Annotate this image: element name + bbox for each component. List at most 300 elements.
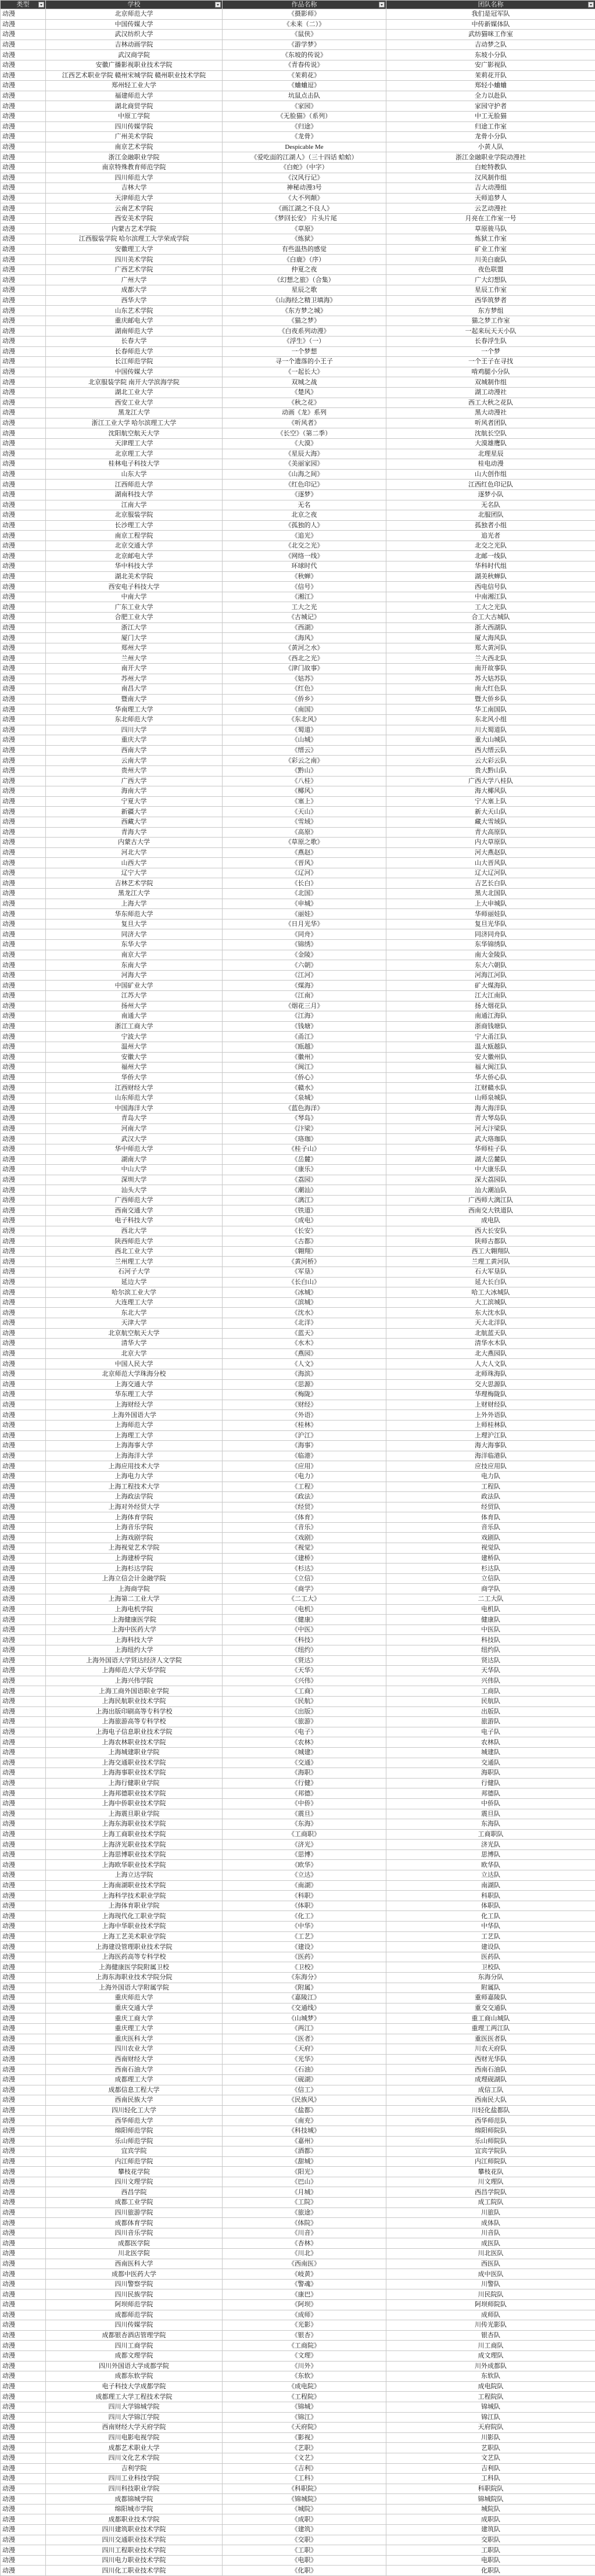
cell-school[interactable]: 阿坝师范学院 bbox=[46, 2300, 223, 2310]
cell-work-title[interactable]: 《红色》 bbox=[223, 684, 386, 695]
cell-team-name[interactable]: 深大荔园队 bbox=[386, 1175, 595, 1185]
cell-work-title[interactable]: 《燕园》 bbox=[223, 1348, 386, 1359]
cell-team-name[interactable]: 科职院队 bbox=[386, 2484, 595, 2494]
cell-school[interactable]: 成都信息工程大学 bbox=[46, 2085, 223, 2095]
cell-team-name[interactable]: 延大长白队 bbox=[386, 1277, 595, 1287]
cell-type[interactable]: 动漫 bbox=[1, 2494, 46, 2505]
cell-school[interactable]: 云南大学 bbox=[46, 756, 223, 766]
cell-work-title[interactable]: 《塞上》 bbox=[223, 796, 386, 807]
cell-type[interactable]: 动漫 bbox=[1, 2463, 46, 2474]
cell-work-title[interactable]: 《白夜系列动漫》 bbox=[223, 326, 386, 337]
cell-team-name[interactable]: 成理砚湖队 bbox=[386, 2074, 595, 2085]
cell-work-title[interactable]: 《未来（二）》 bbox=[223, 19, 386, 30]
cell-type[interactable]: 动漫 bbox=[1, 438, 46, 449]
cell-work-title[interactable]: 《古城记》 bbox=[223, 613, 386, 623]
cell-type[interactable]: 动漫 bbox=[1, 142, 46, 152]
cell-work-title[interactable]: 《卫校》 bbox=[223, 1962, 386, 1973]
cell-type[interactable]: 动漫 bbox=[1, 807, 46, 817]
cell-school[interactable]: 华中科技大学 bbox=[46, 561, 223, 572]
cell-work-title[interactable]: 《农林》 bbox=[223, 1737, 386, 1748]
cell-type[interactable]: 动漫 bbox=[1, 2402, 46, 2412]
cell-school[interactable]: 四川农业大学 bbox=[46, 2044, 223, 2055]
cell-type[interactable]: 动漫 bbox=[1, 1114, 46, 1124]
cell-work-title[interactable]: 《青春传说》 bbox=[223, 60, 386, 70]
cell-school[interactable]: 上海纽约大学 bbox=[46, 1645, 223, 1656]
cell-work-title[interactable]: 《家园》 bbox=[223, 101, 386, 112]
cell-team-name[interactable]: 济光队 bbox=[386, 1840, 595, 1850]
cell-work-title[interactable]: 《大漠》 bbox=[223, 438, 386, 449]
cell-team-name[interactable]: 内大草原队 bbox=[386, 838, 595, 848]
cell-type[interactable]: 动漫 bbox=[1, 1696, 46, 1706]
cell-team-name[interactable]: 工艺队 bbox=[386, 1931, 595, 1942]
cell-school[interactable]: 山东艺术学院 bbox=[46, 306, 223, 316]
cell-school[interactable]: 郑州大学 bbox=[46, 643, 223, 653]
cell-team-name[interactable]: 重医医者队 bbox=[386, 2034, 595, 2044]
cell-team-name[interactable]: 东大六朝队 bbox=[386, 960, 595, 971]
cell-type[interactable]: 动漫 bbox=[1, 1042, 46, 1052]
cell-work-title[interactable]: 《银杏》 bbox=[223, 2330, 386, 2341]
cell-school[interactable]: 湖南大学 bbox=[46, 1154, 223, 1165]
cell-type[interactable]: 动漫 bbox=[1, 2269, 46, 2280]
cell-school[interactable]: 合肥工业大学 bbox=[46, 613, 223, 623]
cell-team-name[interactable]: 华师桂子队 bbox=[386, 1144, 595, 1154]
cell-team-name[interactable]: 电子队 bbox=[386, 1727, 595, 1737]
cell-school[interactable]: 重庆工商大学 bbox=[46, 2013, 223, 2024]
cell-work-title[interactable]: 《视觉》 bbox=[223, 1543, 386, 1554]
cell-team-name[interactable]: 卫校队 bbox=[386, 1962, 595, 1973]
cell-school[interactable]: 成都职业技术学院 bbox=[46, 2514, 223, 2525]
cell-team-name[interactable]: 东北风小组 bbox=[386, 714, 595, 725]
cell-work-title[interactable]: 《彩云之南》 bbox=[223, 756, 386, 766]
cell-type[interactable]: 动漫 bbox=[1, 1308, 46, 1318]
cell-team-name[interactable]: 工商职队 bbox=[386, 1829, 595, 1840]
cell-team-name[interactable]: 矿大煤海队 bbox=[386, 981, 595, 991]
cell-work-title[interactable]: 《东海分》 bbox=[223, 1973, 386, 1983]
cell-school[interactable]: 成都理工大学 bbox=[46, 2074, 223, 2085]
cell-team-name[interactable]: 我们是冠军队 bbox=[386, 9, 595, 20]
cell-team-name[interactable]: 南大红色队 bbox=[386, 684, 595, 695]
cell-work-title[interactable]: 《丽娃》 bbox=[223, 909, 386, 920]
cell-school[interactable]: 长春师范大学 bbox=[46, 346, 223, 357]
cell-work-title[interactable]: 《晋风》 bbox=[223, 858, 386, 868]
cell-team-name[interactable]: 华大侨心队 bbox=[386, 1072, 595, 1083]
cell-work-title[interactable]: 《姑苏》 bbox=[223, 674, 386, 684]
cell-team-name[interactable]: 白蛇特教队 bbox=[386, 162, 595, 173]
cell-team-name[interactable]: 龙骨小分队 bbox=[386, 132, 595, 142]
cell-school[interactable]: 中国海洋大学 bbox=[46, 1103, 223, 1114]
cell-team-name[interactable]: 成信工队 bbox=[386, 2085, 595, 2095]
cell-team-name[interactable]: 电机队 bbox=[386, 1604, 595, 1615]
cell-work-title[interactable]: 《欧华》 bbox=[223, 1860, 386, 1870]
cell-school[interactable]: 上海理工大学 bbox=[46, 1430, 223, 1441]
cell-type[interactable]: 动漫 bbox=[1, 1676, 46, 1686]
cell-type[interactable]: 动漫 bbox=[1, 357, 46, 367]
cell-type[interactable]: 动漫 bbox=[1, 1277, 46, 1287]
cell-type[interactable]: 动漫 bbox=[1, 1216, 46, 1226]
cell-school[interactable]: 四川民族学院 bbox=[46, 2289, 223, 2300]
cell-type[interactable]: 动漫 bbox=[1, 183, 46, 194]
cell-school[interactable]: 南京特殊教育师范学院 bbox=[46, 162, 223, 173]
cell-school[interactable]: 四川美术学院 bbox=[46, 255, 223, 265]
cell-type[interactable]: 动漫 bbox=[1, 1891, 46, 1901]
cell-team-name[interactable]: 邦德队 bbox=[386, 1788, 595, 1799]
cell-work-title[interactable]: 《政法》 bbox=[223, 1492, 386, 1502]
cell-work-title[interactable]: 《艺职》 bbox=[223, 2443, 386, 2453]
cell-work-title[interactable]: 《经贸》 bbox=[223, 1502, 386, 1512]
cell-school[interactable]: 四川建筑职业技术学院 bbox=[46, 2525, 223, 2535]
cell-type[interactable]: 动漫 bbox=[1, 1124, 46, 1134]
cell-school[interactable]: 扬州大学 bbox=[46, 1001, 223, 1011]
cell-school[interactable]: 宁波大学 bbox=[46, 1032, 223, 1042]
cell-school[interactable]: 上海东海职业技术学院分院 bbox=[46, 1973, 223, 1983]
cell-type[interactable]: 动漫 bbox=[1, 582, 46, 592]
cell-work-title[interactable]: 《甬江》 bbox=[223, 1032, 386, 1042]
cell-type[interactable]: 动漫 bbox=[1, 1441, 46, 1451]
cell-school[interactable]: 上海农林职业技术学院 bbox=[46, 1737, 223, 1748]
cell-school[interactable]: 沈阳航空航天大学 bbox=[46, 428, 223, 439]
cell-team-name[interactable]: 宁大甬江队 bbox=[386, 1032, 595, 1042]
cell-team-name[interactable]: 商学队 bbox=[386, 1584, 595, 1594]
cell-work-title[interactable]: 《铁道》 bbox=[223, 1205, 386, 1216]
cell-type[interactable]: 动漫 bbox=[1, 70, 46, 81]
cell-school[interactable]: 安徽理工大学 bbox=[46, 244, 223, 255]
cell-school[interactable]: 上海海洋大学 bbox=[46, 1451, 223, 1461]
cell-school[interactable]: 上海旅游高等专科学校 bbox=[46, 1717, 223, 1727]
cell-team-name[interactable]: 交职队 bbox=[386, 2535, 595, 2545]
cell-work-title[interactable]: 《行健》 bbox=[223, 1778, 386, 1788]
cell-work-title[interactable]: 《东北风》 bbox=[223, 714, 386, 725]
cell-type[interactable]: 动漫 bbox=[1, 1819, 46, 1830]
cell-work-title[interactable]: 《西湖》 bbox=[223, 622, 386, 633]
cell-work-title[interactable]: 《潮汕》 bbox=[223, 1185, 386, 1196]
cell-work-title[interactable]: 《桂林》 bbox=[223, 1420, 386, 1430]
cell-type[interactable]: 动漫 bbox=[1, 285, 46, 296]
cell-type[interactable]: 动漫 bbox=[1, 796, 46, 807]
cell-school[interactable]: 北京服装学院 bbox=[46, 510, 223, 521]
cell-team-name[interactable]: 西医队 bbox=[386, 2259, 595, 2269]
cell-type[interactable]: 动漫 bbox=[1, 1400, 46, 1410]
cell-type[interactable]: 动漫 bbox=[1, 510, 46, 521]
cell-work-title[interactable]: 《兴伟》 bbox=[223, 1676, 386, 1686]
cell-type[interactable]: 动漫 bbox=[1, 2341, 46, 2351]
cell-team-name[interactable]: 海职队 bbox=[386, 1768, 595, 1779]
cell-team-name[interactable]: 上外外语队 bbox=[386, 1410, 595, 1421]
cell-work-title[interactable]: 《砚湖》 bbox=[223, 2074, 386, 2085]
cell-school[interactable]: 四川电影电视学院 bbox=[46, 2432, 223, 2443]
cell-work-title[interactable]: 《科职院》 bbox=[223, 2484, 386, 2494]
cell-type[interactable]: 动漫 bbox=[1, 1032, 46, 1042]
cell-type[interactable]: 动漫 bbox=[1, 1901, 46, 1911]
cell-school[interactable]: 上海体育学院 bbox=[46, 1512, 223, 1523]
cell-school[interactable]: 重庆邮电大学 bbox=[46, 316, 223, 326]
cell-type[interactable]: 动漫 bbox=[1, 91, 46, 101]
cell-work-title[interactable]: 北京之夜 bbox=[223, 510, 386, 521]
cell-type[interactable]: 动漫 bbox=[1, 418, 46, 428]
cell-school[interactable]: 四川工商学院 bbox=[46, 2341, 223, 2351]
cell-team-name[interactable]: 南开故事队 bbox=[386, 664, 595, 674]
cell-type[interactable]: 动漫 bbox=[1, 571, 46, 582]
cell-type[interactable]: 动漫 bbox=[1, 1727, 46, 1737]
cell-type[interactable]: 动漫 bbox=[1, 2484, 46, 2494]
cell-work-title[interactable]: 《楚风》 bbox=[223, 387, 386, 398]
cell-work-title[interactable]: 《龙骨》 bbox=[223, 132, 386, 142]
cell-team-name[interactable]: 西大缙云队 bbox=[386, 745, 595, 756]
cell-team-name[interactable]: 郑大黄河队 bbox=[386, 643, 595, 653]
cell-school[interactable]: 四川音乐学院 bbox=[46, 2228, 223, 2238]
cell-type[interactable]: 动漫 bbox=[1, 1482, 46, 1492]
cell-school[interactable]: 上海行健职业学院 bbox=[46, 1778, 223, 1788]
cell-team-name[interactable]: 陕师古都队 bbox=[386, 1236, 595, 1247]
cell-type[interactable]: 动漫 bbox=[1, 1062, 46, 1073]
cell-work-title[interactable]: 《天华》 bbox=[223, 1666, 386, 1676]
cell-work-title[interactable]: 《交通》 bbox=[223, 1758, 386, 1768]
cell-school[interactable]: 中国矿业大学 bbox=[46, 981, 223, 991]
cell-work-title[interactable]: 《科职》 bbox=[223, 1891, 386, 1901]
cell-team-name[interactable]: 夜色联盟 bbox=[386, 264, 595, 275]
cell-type[interactable]: 动漫 bbox=[1, 1369, 46, 1379]
cell-team-name[interactable]: 震旦队 bbox=[386, 1809, 595, 1819]
cell-team-name[interactable]: 成职队 bbox=[386, 2514, 595, 2525]
cell-work-title[interactable]: 《电力》 bbox=[223, 1471, 386, 1482]
cell-work-title[interactable]: 《体院》 bbox=[223, 2218, 386, 2228]
cell-school[interactable]: 四川传媒学院 bbox=[46, 121, 223, 132]
cell-type[interactable]: 动漫 bbox=[1, 1983, 46, 1993]
cell-school[interactable]: 四川传媒学院 bbox=[46, 2320, 223, 2331]
cell-school[interactable]: 中国人民大学 bbox=[46, 1359, 223, 1369]
cell-type[interactable]: 动漫 bbox=[1, 19, 46, 30]
cell-type[interactable]: 动漫 bbox=[1, 1931, 46, 1942]
cell-type[interactable]: 动漫 bbox=[1, 1573, 46, 1584]
cell-work-title[interactable]: 《工商》 bbox=[223, 1686, 386, 1697]
cell-team-name[interactable]: 川轻化盐都队 bbox=[386, 2105, 595, 2116]
cell-team-name[interactable]: 工程院队 bbox=[386, 2392, 595, 2402]
cell-team-name[interactable]: 文艺队 bbox=[386, 2453, 595, 2463]
cell-team-name[interactable]: 湖工动漫社 bbox=[386, 387, 595, 398]
filter-dropdown-icon[interactable] bbox=[588, 2, 594, 8]
cell-school[interactable]: 成都医学院 bbox=[46, 2238, 223, 2249]
cell-school[interactable]: 华中师范大学 bbox=[46, 1144, 223, 1154]
cell-team-name[interactable]: 听风者团队 bbox=[386, 418, 595, 428]
cell-team-name[interactable]: 电职队 bbox=[386, 2555, 595, 2566]
cell-team-name[interactable]: 川影队 bbox=[386, 2432, 595, 2443]
cell-type[interactable]: 动漫 bbox=[1, 735, 46, 746]
cell-team-name[interactable]: 孤独者小组 bbox=[386, 520, 595, 531]
cell-work-title[interactable]: 《岐黄》 bbox=[223, 2269, 386, 2280]
cell-work-title[interactable]: 《长空》（第二季） bbox=[223, 428, 386, 439]
cell-work-title[interactable]: 《江海》 bbox=[223, 1011, 386, 1022]
cell-work-title[interactable]: 《出版》 bbox=[223, 1706, 386, 1717]
cell-type[interactable]: 动漫 bbox=[1, 2003, 46, 2013]
cell-school[interactable]: 浙江工业大学 哈尔滨理工大学 bbox=[46, 418, 223, 428]
cell-work-title[interactable]: 《游学梦》 bbox=[223, 40, 386, 50]
cell-work-title[interactable]: 《化职》 bbox=[223, 2566, 386, 2576]
cell-team-name[interactable]: 成医队 bbox=[386, 2238, 595, 2249]
cell-work-title[interactable]: 《贤达》 bbox=[223, 1655, 386, 1666]
cell-school[interactable]: 四川大学 bbox=[46, 725, 223, 735]
cell-work-title[interactable]: 《纽约》 bbox=[223, 1645, 386, 1656]
cell-school[interactable]: 浙江金融职业学院 bbox=[46, 152, 223, 163]
cell-school[interactable]: 成都文理学院 bbox=[46, 2350, 223, 2361]
cell-type[interactable]: 动漫 bbox=[1, 2453, 46, 2463]
cell-type[interactable]: 动漫 bbox=[1, 275, 46, 285]
cell-work-title[interactable]: 《山城》 bbox=[223, 735, 386, 746]
cell-team-name[interactable]: 重师嘉陵队 bbox=[386, 1993, 595, 2003]
cell-school[interactable]: 长春大学 bbox=[46, 337, 223, 347]
cell-type[interactable]: 动漫 bbox=[1, 2423, 46, 2433]
cell-work-title[interactable]: 《盐都》 bbox=[223, 2105, 386, 2116]
cell-work-title[interactable]: 《甜城》 bbox=[223, 2156, 386, 2167]
cell-type[interactable]: 动漫 bbox=[1, 1410, 46, 1421]
cell-type[interactable]: 动漫 bbox=[1, 480, 46, 490]
cell-work-title[interactable]: 《鼠侠》 bbox=[223, 30, 386, 40]
cell-type[interactable]: 动漫 bbox=[1, 2535, 46, 2545]
cell-work-title[interactable]: 《中侨》 bbox=[223, 1798, 386, 1809]
cell-type[interactable]: 动漫 bbox=[1, 2443, 46, 2453]
cell-team-name[interactable]: 西南石油队 bbox=[386, 2065, 595, 2075]
cell-team-name[interactable]: 炼狱工作室 bbox=[386, 234, 595, 245]
cell-school[interactable]: 四川外国语大学成都学院 bbox=[46, 2361, 223, 2371]
cell-team-name[interactable]: 工职队 bbox=[386, 2545, 595, 2556]
cell-type[interactable]: 动漫 bbox=[1, 1195, 46, 1205]
cell-type[interactable]: 动漫 bbox=[1, 1420, 46, 1430]
cell-team-name[interactable]: 西华筑梦者 bbox=[386, 295, 595, 306]
cell-work-title[interactable]: 《荔园》 bbox=[223, 1175, 386, 1185]
cell-work-title[interactable]: 《民航》 bbox=[223, 1696, 386, 1706]
cell-school[interactable]: 湖北美术学院 bbox=[46, 571, 223, 582]
cell-team-name[interactable]: 啃鸡腿小分队 bbox=[386, 367, 595, 377]
cell-type[interactable]: 动漫 bbox=[1, 193, 46, 203]
cell-work-title[interactable]: 《锦城院》 bbox=[223, 2494, 386, 2505]
cell-school[interactable]: 西南医科大学 bbox=[46, 2259, 223, 2269]
cell-school[interactable]: 西华大学 bbox=[46, 295, 223, 306]
cell-type[interactable]: 动漫 bbox=[1, 745, 46, 756]
cell-school[interactable]: 西北大学 bbox=[46, 1226, 223, 1236]
cell-work-title[interactable]: 《科技》 bbox=[223, 1635, 386, 1645]
cell-school[interactable]: 长江师范学院 bbox=[46, 357, 223, 367]
cell-work-title[interactable]: 《东方梦之城》 bbox=[223, 306, 386, 316]
cell-type[interactable]: 动漫 bbox=[1, 981, 46, 991]
cell-type[interactable]: 动漫 bbox=[1, 1625, 46, 1635]
cell-school[interactable]: 浙江大学 bbox=[46, 622, 223, 633]
cell-school[interactable]: 上海工艺美术职业学院 bbox=[46, 1931, 223, 1942]
cell-type[interactable]: 动漫 bbox=[1, 1809, 46, 1819]
cell-school[interactable]: 郑州轻工业大学 bbox=[46, 81, 223, 91]
cell-team-name[interactable]: 上理沪江队 bbox=[386, 1430, 595, 1441]
cell-type[interactable]: 动漫 bbox=[1, 1849, 46, 1860]
cell-school[interactable]: 西安工业大学 bbox=[46, 398, 223, 408]
cell-team-name[interactable]: 山大创作组 bbox=[386, 469, 595, 480]
cell-type[interactable]: 动漫 bbox=[1, 213, 46, 224]
cell-school[interactable]: 清华大学 bbox=[46, 1339, 223, 1349]
cell-school[interactable]: 上海健康医学院 bbox=[46, 1615, 223, 1625]
cell-work-title[interactable]: 《电子》 bbox=[223, 1727, 386, 1737]
cell-work-title[interactable]: 《梦回长安》 片头片尾 bbox=[223, 213, 386, 224]
cell-work-title[interactable]: 《画江湖之不良人》 bbox=[223, 203, 386, 214]
cell-team-name[interactable]: 海大椰风队 bbox=[386, 786, 595, 797]
cell-school[interactable]: 上海现代化工职业学院 bbox=[46, 1911, 223, 1922]
column-header-team-name[interactable] bbox=[386, 1, 595, 9]
cell-work-title[interactable]: 《民族风》 bbox=[223, 2095, 386, 2106]
cell-school[interactable]: 重庆交通大学 bbox=[46, 2003, 223, 2013]
cell-work-title[interactable]: 《南湖》 bbox=[223, 1880, 386, 1891]
cell-school[interactable]: 暨南大学 bbox=[46, 694, 223, 704]
cell-team-name[interactable]: 重工商山城队 bbox=[386, 2013, 595, 2024]
cell-work-title[interactable]: 《浮生》（一） bbox=[223, 337, 386, 347]
cell-work-title[interactable]: 《日月光华》 bbox=[223, 919, 386, 929]
cell-team-name[interactable]: 江财赣水队 bbox=[386, 1083, 595, 1093]
cell-work-title[interactable]: 《临港》 bbox=[223, 1451, 386, 1461]
cell-work-title[interactable]: 《六朝》 bbox=[223, 960, 386, 971]
cell-school[interactable]: 河海大学 bbox=[46, 970, 223, 981]
cell-school[interactable]: 黑龙江大学 bbox=[46, 408, 223, 418]
cell-team-name[interactable]: 茉莉花开队 bbox=[386, 70, 595, 81]
cell-school[interactable]: 华东理工大学 bbox=[46, 1390, 223, 1400]
cell-team-name[interactable]: 草原骏马队 bbox=[386, 224, 595, 234]
cell-work-title[interactable]: 《草原之歌》 bbox=[223, 838, 386, 848]
cell-type[interactable]: 动漫 bbox=[1, 1758, 46, 1768]
cell-type[interactable]: 动漫 bbox=[1, 2177, 46, 2187]
cell-work-title[interactable]: 《建筑》 bbox=[223, 2525, 386, 2535]
cell-work-title[interactable]: 《漓江》 bbox=[223, 1195, 386, 1205]
cell-work-title[interactable]: 《成职》 bbox=[223, 2514, 386, 2525]
cell-school[interactable]: 川北医学院 bbox=[46, 2249, 223, 2259]
cell-team-name[interactable]: 化职队 bbox=[386, 2566, 595, 2576]
cell-school[interactable]: 河北大学 bbox=[46, 847, 223, 858]
cell-team-name[interactable]: 云艺动漫社 bbox=[386, 203, 595, 214]
cell-type[interactable]: 动漫 bbox=[1, 991, 46, 1001]
cell-school[interactable]: 广州大学 bbox=[46, 275, 223, 285]
cell-type[interactable]: 动漫 bbox=[1, 1257, 46, 1267]
cell-school[interactable]: 四川科技职业学院 bbox=[46, 2484, 223, 2494]
cell-team-name[interactable]: 东软队 bbox=[386, 2371, 595, 2382]
cell-work-title[interactable]: 环球时代 bbox=[223, 561, 386, 572]
cell-work-title[interactable]: 《成电》 bbox=[223, 1216, 386, 1226]
cell-work-title[interactable]: 《天府院》 bbox=[223, 2423, 386, 2433]
cell-work-title[interactable]: 《蛐蛐逗》 bbox=[223, 81, 386, 91]
cell-team-name[interactable]: 西电信号队 bbox=[386, 582, 595, 592]
cell-team-name[interactable]: 中医队 bbox=[386, 1625, 595, 1635]
cell-type[interactable]: 动漫 bbox=[1, 868, 46, 878]
cell-school[interactable]: 绵阳城市学院 bbox=[46, 2504, 223, 2514]
cell-work-title[interactable]: 《东坡的传说》 bbox=[223, 50, 386, 60]
cell-work-title[interactable]: 《天府》 bbox=[223, 2044, 386, 2055]
cell-type[interactable]: 动漫 bbox=[1, 50, 46, 60]
cell-work-title[interactable]: 《两江》 bbox=[223, 2023, 386, 2034]
cell-type[interactable]: 动漫 bbox=[1, 2504, 46, 2514]
cell-type[interactable]: 动漫 bbox=[1, 664, 46, 674]
cell-school[interactable]: 上海中华职业技术学院 bbox=[46, 1922, 223, 1932]
cell-work-title[interactable]: 《健康》 bbox=[223, 1615, 386, 1625]
cell-type[interactable]: 动漫 bbox=[1, 1461, 46, 1472]
cell-type[interactable]: 动漫 bbox=[1, 387, 46, 398]
cell-school[interactable]: 北京大学 bbox=[46, 1348, 223, 1359]
cell-team-name[interactable]: 宜宾学院队 bbox=[386, 2146, 595, 2157]
cell-team-name[interactable]: 应技应用队 bbox=[386, 1461, 595, 1472]
cell-team-name[interactable]: 江大江南队 bbox=[386, 991, 595, 1001]
cell-school[interactable]: 上海电力大学 bbox=[46, 1471, 223, 1482]
cell-work-title[interactable]: 《石油》 bbox=[223, 2065, 386, 2075]
cell-team-name[interactable]: 北航蓝天队 bbox=[386, 1328, 595, 1339]
cell-team-name[interactable]: 成电院队 bbox=[386, 2381, 595, 2392]
cell-type[interactable]: 动漫 bbox=[1, 838, 46, 848]
cell-school[interactable]: 西南石油大学 bbox=[46, 2065, 223, 2075]
cell-type[interactable]: 动漫 bbox=[1, 561, 46, 572]
cell-school[interactable]: 深圳大学 bbox=[46, 1175, 223, 1185]
cell-work-title[interactable]: 《建设》 bbox=[223, 1942, 386, 1952]
cell-school[interactable]: 成都艺术职业大学 bbox=[46, 2443, 223, 2453]
cell-type[interactable]: 动漫 bbox=[1, 1451, 46, 1461]
cell-type[interactable]: 动漫 bbox=[1, 551, 46, 561]
